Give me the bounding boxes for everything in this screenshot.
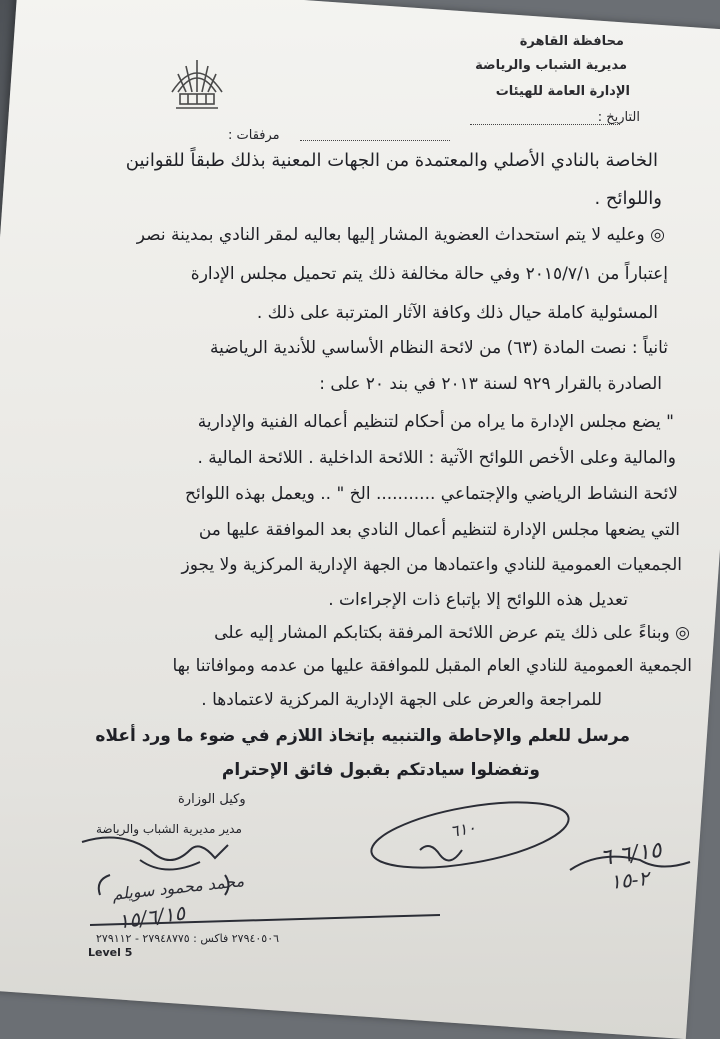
body-line-6: ثانياً : نصت المادة (٦٣) من لائحة النظام الأساسي للأندية الرياضية [209, 338, 668, 358]
body-line-16: للمراجعة والعرض على الجهة الإدارية المركزية لاعتمادها . [201, 690, 602, 710]
body-line-14: ◎ وبناءً على ذلك يتم عرض اللائحة المرفقة بكتابكم المشار إليه على [214, 623, 690, 643]
handwritten-date-left: ١٥/٦/١٥ [116, 900, 187, 934]
date-label: التاريخ : [597, 110, 640, 125]
body-line-3: ◎ وعليه لا يتم استحداث العضوية المشار إليها بعاليه لمقر النادي بمدينة نصر [136, 225, 665, 245]
body-line-9: والمالية وعلى الأخص اللوائح الآتية : اللائحة الداخلية . اللائحة المالية . [197, 448, 676, 468]
signer-name: محمد محمود سويلم [111, 871, 245, 904]
body-line-18: وتفضلوا سيادتكم بقبول فائق الإحترام [221, 760, 540, 780]
handwritten-ref: ٢-١٥ [608, 866, 651, 894]
body-line-1: الخاصة بالنادي الأصلي والمعتمدة من الجهات المعنية بذلك طبقاً للقوانين [125, 150, 658, 171]
body-line-7: الصادرة بالقرار ٩٢٩ لسنة ٢٠١٣ في بند ٢٠ على : [319, 374, 662, 394]
undersecretary-title: وكيل الوزارة [178, 792, 246, 807]
ministry-logo [164, 52, 230, 118]
body-line-8: " يضع مجلس الإدارة ما يراه من أحكام لتنظيم أعماله الفنية والإدارية [197, 412, 674, 432]
body-line-11: التي يضعها مجلس الإدارة لتنظيم أعمال النادي بعد الموافقة عليها من [198, 520, 680, 540]
body-line-13: تعديل هذه اللوائح إلا بإتباع ذات الإجراءات . [328, 590, 628, 610]
body-line-15: الجمعية العمومية للنادي العام المقبل للموافقة عليها من عدمه وموافاتنا بها [172, 656, 692, 676]
footer-phones: ٢٧٩٤٠٥٠٦ فاكس : ٢٧٩٤٨٧٧٥ - ٢٧٩١١٢ [96, 932, 280, 945]
body-line-10: لائحة النشاط الرياضي والإجتماعي ........... الخ " .. ويعمل بهذه اللوائح [185, 484, 678, 504]
body-line-5: المسئولية كاملة حيال ذلك وكافة الآثار المترتبة على ذلك . [256, 303, 658, 323]
body-line-2: واللوائح . [594, 188, 662, 209]
director-title: مدير مديرية الشباب والرياضة [96, 822, 242, 836]
body-line-17: مرسل للعلم والإحاطة والتنبيه بإتخاذ اللازم في ضوء ما ورد أعلاه [95, 726, 630, 746]
attachments-label: مرفقات : [228, 128, 280, 143]
body-line-12: الجمعيات العمومية للنادي واعتمادها من الجهة الإدارية المركزية ولا يجوز [181, 555, 682, 575]
footer-level: Level 5 [88, 946, 133, 959]
date-dotted-line [470, 124, 620, 125]
body-line-4: إعتباراً من ٢٠١٥/٧/١ وفي حالة مخالفة ذلك يتم تحميل مجلس الإدارة [190, 264, 668, 284]
header-governorate: محافظة القاهرة [519, 34, 624, 49]
handwritten-date-right: ٦/١٥ ٦ [598, 837, 664, 872]
header-directorate: مديرية الشباب والرياضة [475, 58, 627, 73]
header-department: الإدارة العامة للهيئات [495, 84, 630, 99]
attachments-dotted-line [300, 140, 450, 141]
handwritten-number: ٦١٠ [448, 817, 478, 842]
